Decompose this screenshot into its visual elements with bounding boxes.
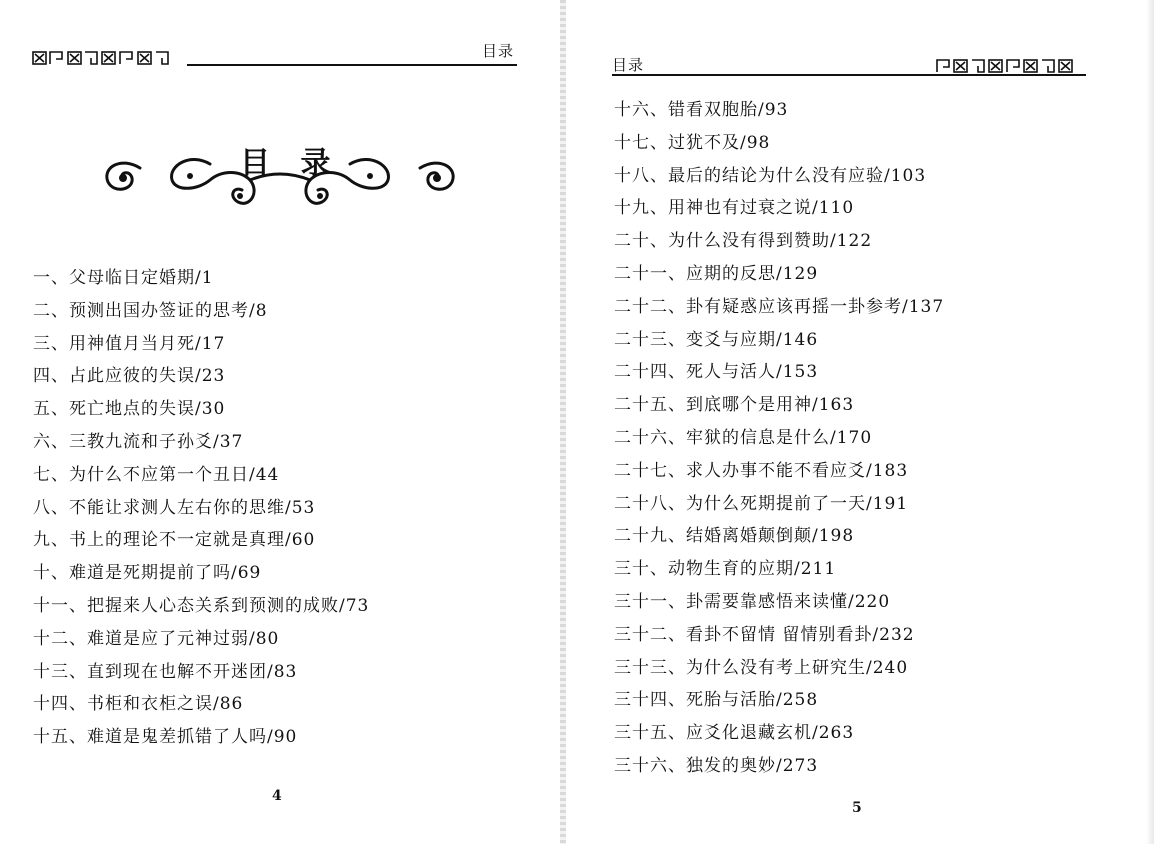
toc-item: 二十、为什么没有得到赞助/122 xyxy=(614,231,873,252)
toc-item: 二十一、应期的反思/129 xyxy=(614,263,819,284)
toc-item: 十二、难道是应了元神过弱/80 xyxy=(33,628,280,649)
toc-item: 二十二、卦有疑惑应该再摇一卦参考/137 xyxy=(614,296,945,317)
toc-item: 三十二、看卦不留情 留情别看卦/232 xyxy=(614,624,915,645)
toc-item: 三十五、应爻化退藏玄机/263 xyxy=(614,723,855,744)
toc-item: 二十五、到底哪个是用神/163 xyxy=(614,395,855,416)
toc-item: 十九、用神也有过衰之说/110 xyxy=(614,198,855,219)
toc-item: 三十、动物生育的应期/211 xyxy=(614,559,837,580)
toc-item: 七、为什么不应第一个丑日/44 xyxy=(33,464,280,485)
toc-item: 九、书上的理论不一定就是真理/60 xyxy=(33,530,316,551)
page-title: 目 录 xyxy=(240,146,341,181)
toc-item: 十、难道是死期提前了吗/69 xyxy=(33,563,262,584)
toc-list-right xyxy=(614,94,944,783)
toc-item: 三十四、死胎与活胎/258 xyxy=(614,690,819,711)
fret-ornament-left xyxy=(32,50,187,66)
toc-item: 一、父母临日定婚期/1 xyxy=(33,268,214,288)
header-title-right: 目录 xyxy=(612,56,645,74)
toc-item: 四、占此应彼的失误/23 xyxy=(33,366,226,387)
toc-item: 十四、书柜和衣柜之误/86 xyxy=(33,694,244,715)
left-page xyxy=(0,0,560,844)
toc-item: 二十九、结婚离婚颠倒颠/198 xyxy=(614,526,855,547)
toc-item: 十六、错看双胞胎/93 xyxy=(614,100,789,120)
toc-item: 二十六、牢狱的信息是什么/170 xyxy=(614,427,873,448)
right-page xyxy=(566,0,1154,844)
page-number-left: 4 xyxy=(272,788,282,804)
header-rule-left xyxy=(187,64,517,66)
toc-item: 三十三、为什么没有考上研究生/240 xyxy=(614,657,909,678)
toc-item: 三、用神值月当月死/17 xyxy=(33,333,226,354)
toc-item: 十八、最后的结论为什么没有应验/103 xyxy=(614,165,927,186)
toc-item: 三十一、卦需要靠感悟来读懂/220 xyxy=(614,591,891,612)
title-ornament xyxy=(100,138,460,218)
page-number-right: 5 xyxy=(852,800,862,816)
toc-item: 八、不能让求测人左右你的思维/53 xyxy=(33,497,316,518)
toc-item: 十五、难道是鬼差抓错了人吗/90 xyxy=(33,727,298,748)
toc-item: 十一、把握来人心态关系到预测的成败/73 xyxy=(33,595,370,616)
toc-item: 二、预测出国办签证的思考/8 xyxy=(33,300,268,321)
header-rule-right xyxy=(612,74,1086,76)
toc-item: 二十七、求人办事不能不看应爻/183 xyxy=(614,460,909,481)
toc-list-left xyxy=(33,262,369,754)
toc-item: 二十三、变爻与应期/146 xyxy=(614,329,819,350)
toc-item: 三十六、独发的奥妙/273 xyxy=(614,755,819,776)
page-edge-shadow xyxy=(1146,0,1154,844)
toc-item: 二十四、死人与活人/153 xyxy=(614,362,819,383)
toc-item: 五、死亡地点的失误/30 xyxy=(33,399,226,420)
toc-item: 二十八、为什么死期提前了一天/191 xyxy=(614,493,909,514)
header-title-left: 目录 xyxy=(482,42,515,60)
fret-ornament-right xyxy=(936,58,1091,74)
toc-item: 十七、过犹不及/98 xyxy=(614,132,771,153)
toc-item: 六、三教九流和子孙爻/37 xyxy=(33,431,244,452)
toc-item: 十三、直到现在也解不开迷团/83 xyxy=(33,661,298,682)
